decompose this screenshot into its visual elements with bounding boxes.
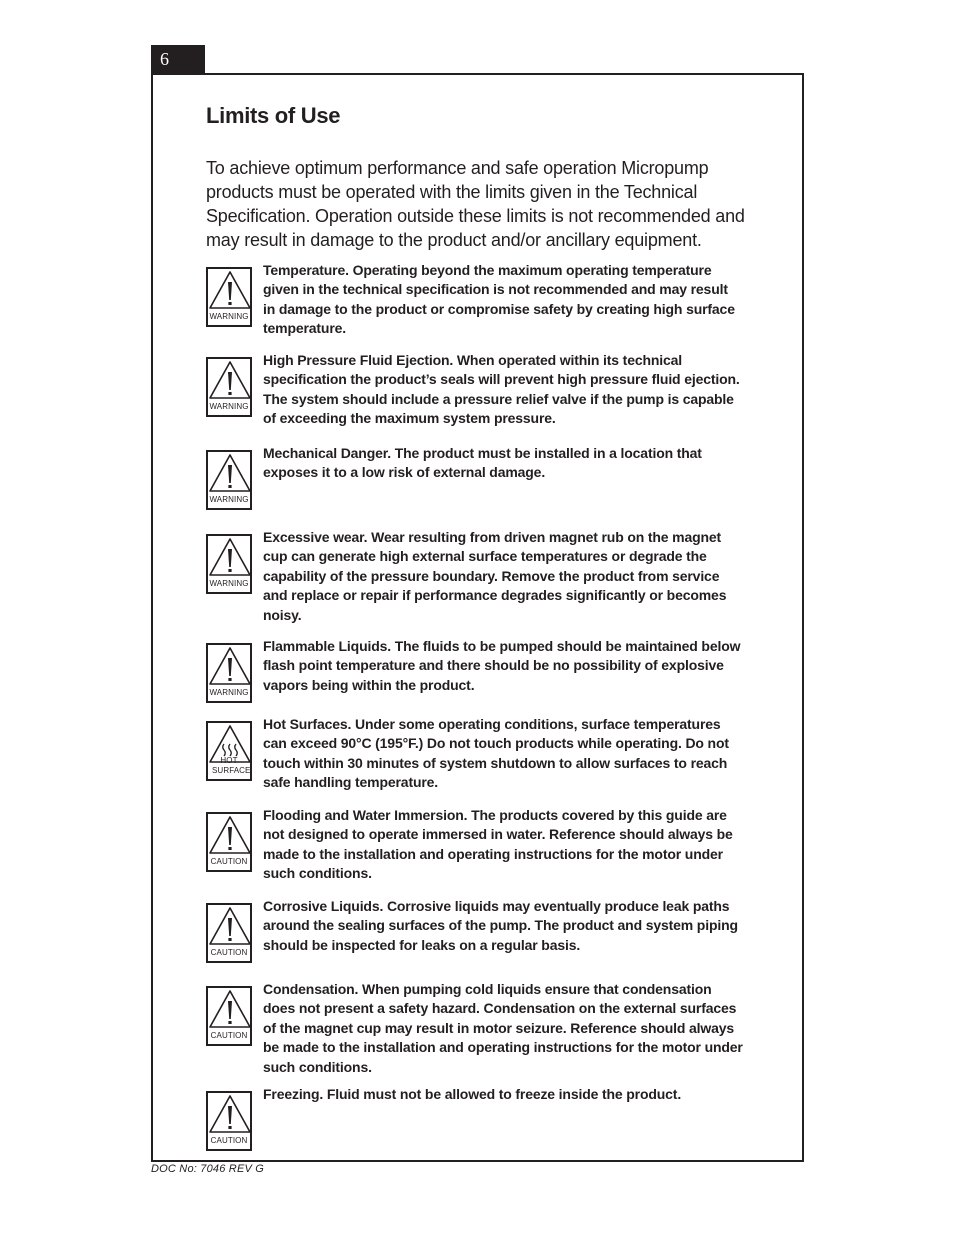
notice-text: Corrosive Liquids. Corrosive liquids may eventually produce leak paths around the sealing surfaces of the pump. The product and system piping should be inspected for leaks on a regular basis. [263,898,738,953]
exclamation-icon [208,988,252,1032]
notice-text: Hot Surfaces. Under some operating conditions, surface temperatures can exceed 90°C (195°F.) Do not touch products while operating. Do not touch within 30 minutes of system shutdown to allow surfaces to reach safe handling temperature. [263,716,729,791]
sign-label: CAUTION [210,857,248,866]
exclamation-icon [208,1093,252,1137]
sign-label: WARNING [209,495,249,504]
notice-text: Excessive wear. Wear resulting from driven magnet rub on the magnet cup can generate high external surface temperatures or degrade the capability of the pressure boundary. Remove the product from service and replace or repair if performance degrades significantly or becomes noisy. [263,529,727,623]
safety-sign [206,357,252,417]
notice-text: Condensation. When pumping cold liquids ensure that condensation does not present a safety hazard. Condensation on the external surfaces of the magnet cup may result in motor seizure. Reference should always be made to the installation and operating instructions for the motor under such conditions. [263,981,743,1075]
exclamation-icon [208,814,252,858]
notice-text: High Pressure Fluid Ejection. When operated within its technical specification the product’s seals will prevent high pressure fluid ejection. The system should include a pressure relief valve if the pump is capable of exceeding the maximum system pressure. [263,352,740,427]
safety-sign [206,721,252,781]
notice-text: Freezing. Fluid must not be allowed to freeze inside the product. [263,1086,682,1102]
sign-label: CAUTION [210,1136,248,1145]
safety-sign [206,903,252,963]
safety-sign [206,450,252,510]
sign-label: HOT SURFACE [212,756,251,775]
sign-label: CAUTION [210,948,248,957]
exclamation-icon [208,269,252,313]
exclamation-icon [208,359,252,403]
exclamation-icon [208,645,252,689]
sign-label: WARNING [209,579,249,588]
safety-sign [206,986,252,1046]
exclamation-icon [208,536,252,580]
sign-label: WARNING [209,688,249,697]
page-title: Limits of Use [206,103,341,128]
notice-text: Flammable Liquids. The fluids to be pumped should be maintained below flash point temperature and there should be no possibility of explosive vapors being within the product. [263,638,741,693]
safety-sign [206,534,252,594]
doc-number: DOC No: 7046 REV G [151,1163,265,1175]
safety-sign [206,1091,252,1151]
safety-sign [206,267,252,327]
sign-label: CAUTION [210,1031,248,1040]
sign-label: WARNING [209,402,249,411]
sign-label: WARNING [209,312,249,321]
page-number: 6 [151,45,205,74]
safety-sign [206,643,252,703]
safety-sign [206,812,252,872]
notice-text: Mechanical Danger. The product must be installed in a location that exposes it to a low risk of external damage. [263,445,702,481]
notice-text: Temperature. Operating beyond the maximum operating temperature given in the technical specification is not recommended and may result in damage to the product or compromise safety by creating high surface temperature. [263,262,735,337]
exclamation-icon [208,905,252,949]
exclamation-icon [208,452,252,496]
intro-paragraph: To achieve optimum performance and safe operation Micropump products must be operated with the limits given in the Technical Specification. Operation outside these limits is not recommended and may result in damage to the product and/or ancillary equipment. [206,158,745,250]
notice-text: Flooding and Water Immersion. The products covered by this guide are not designed to operate immersed in water. Reference should always be made to the installation and operating instructions for the motor under such conditions. [263,807,733,882]
